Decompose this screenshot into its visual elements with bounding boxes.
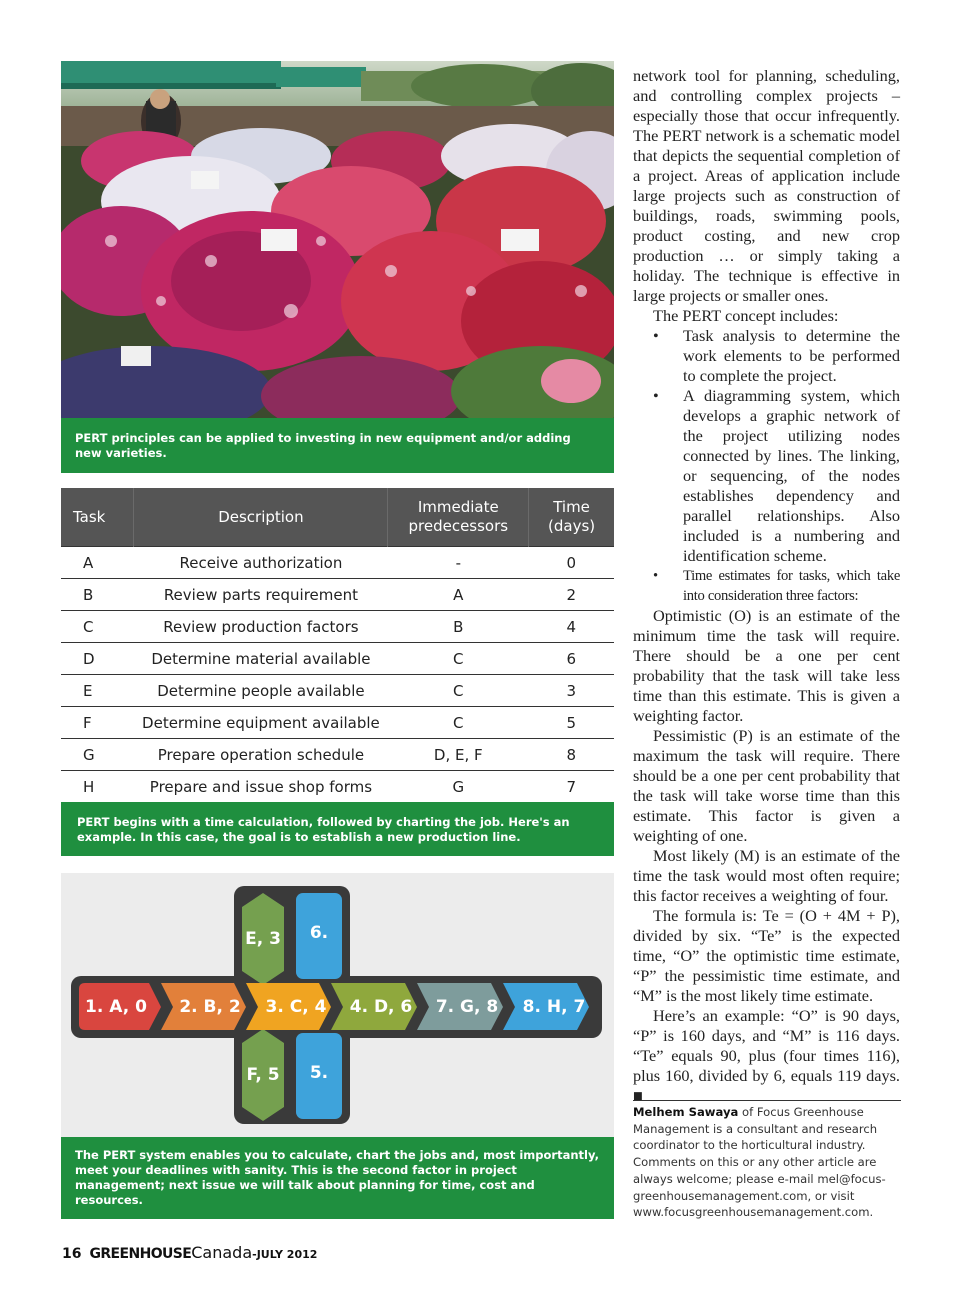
table-cell: D, E, F xyxy=(388,739,529,771)
table-cell: D xyxy=(61,643,134,675)
magazine-name-canada: Canada xyxy=(191,1243,253,1262)
table-cell: G xyxy=(61,739,134,771)
list-item: • Time estimates for tasks, which take into consideration three factors: xyxy=(633,566,900,606)
article-paragraph: Most likely (M) is an estimate of the time the task would most often require; this factor receives a weighting of four. xyxy=(633,846,900,905)
table-cell: B xyxy=(61,579,134,611)
issue-date: -JULY 2012 xyxy=(252,1248,318,1261)
table-cell: 3 xyxy=(529,675,614,707)
node-4-label: 4. D, 6 xyxy=(349,997,413,1017)
table-cell: Determine material available xyxy=(134,643,388,675)
header-time: Time (days) xyxy=(529,488,614,547)
node-f5-label: F, 5 xyxy=(246,1065,280,1085)
flower-photo-illustration xyxy=(61,61,614,418)
author-name: Melhem Sawaya xyxy=(633,1105,739,1119)
table-cell: C xyxy=(388,707,529,739)
table-cell: 5 xyxy=(529,707,614,739)
table-cell: Review parts requirement xyxy=(134,579,388,611)
table-row xyxy=(61,579,614,611)
article-paragraph: network tool for planning, scheduling, and controlling complex projects – especially those that occur infrequently. The PERT network is a schematic model that depicts the sequential completion of a project. Areas of application include large projects such as construction of buildings, roads, swimming pools, product costing, and new crop production … or simply taking a holiday. The technique is effective in large projects or smaller ones. xyxy=(633,66,900,305)
node-1-label: 1. A, 0 xyxy=(85,997,147,1017)
table-cell: 6 xyxy=(529,643,614,675)
node-8-label: 8. H, 7 xyxy=(522,997,586,1017)
table-cell: C xyxy=(61,611,134,643)
table-cell: B xyxy=(388,611,529,643)
page-number: 16 xyxy=(62,1246,82,1262)
table-row xyxy=(61,707,614,739)
end-mark: ■ xyxy=(633,1086,643,1105)
table-cell: - xyxy=(388,547,529,579)
table-cell: 0 xyxy=(529,547,614,579)
author-bio-text: of Focus Greenhouse Management is a consultant and research coordinator to the horticultural industry. Comments on this or any other article are always welcome; please e-mail mel@focus-greenhousemanagement.com, or visit www.focusgreenhousemanagement.com. xyxy=(633,1105,886,1220)
table-cell: Determine equipment available xyxy=(134,707,388,739)
table-cell: A xyxy=(61,547,134,579)
table-caption: PERT begins with a time calculation, followed by charting the job. Here's an example. In this case, the goal is to establish a new production line. xyxy=(61,802,614,856)
node-6-label: 6. xyxy=(309,923,329,943)
header-task: Task xyxy=(61,488,134,547)
node-e3-label: E, 3 xyxy=(245,929,281,949)
table-row xyxy=(61,611,614,643)
table-cell: 4 xyxy=(529,611,614,643)
node-5-label: 5. xyxy=(309,1063,329,1083)
table-cell: Review production factors xyxy=(134,611,388,643)
pert-task-table xyxy=(61,488,614,802)
table-cell: A xyxy=(388,579,529,611)
table-row xyxy=(61,739,614,771)
article-paragraph: Optimistic (O) is an estimate of the minimum time the task will require. There should be a one per cent probability that the task will take less time than this estimate. This is given a weighting factor. xyxy=(633,606,900,725)
header-description: Description xyxy=(134,488,388,547)
table-cell: H xyxy=(61,771,134,803)
article-paragraph: The formula is: Te = (O + 4M + P), divided by six. “Te” is the expected time, “O” the optimistic time estimate, “P” the pessimistic time estimate, and “M” is the most likely time estimate. xyxy=(633,906,900,1005)
photo-caption: PERT principles can be applied to investing in new equipment and/or adding new varieties. xyxy=(61,418,614,473)
table-row xyxy=(61,643,614,675)
article-paragraph: The PERT concept includes: xyxy=(653,306,839,325)
pert-diagram-svg xyxy=(61,873,614,1137)
pert-concept-list xyxy=(633,326,900,606)
diagram-caption: The PERT system enables you to calculate, chart the jobs and, most importantly, meet your deadlines with sanity. This is the second factor in project management; next issue we will talk about planning for time, cost and resources. xyxy=(61,1137,614,1219)
table-cell: E xyxy=(61,675,134,707)
table-cell: C xyxy=(388,675,529,707)
table-cell: Determine people available xyxy=(134,675,388,707)
article-paragraph: Pessimistic (P) is an estimate of the maximum the task will require. There should be a one per cent probability that the task will take worse time than this estimate. This factor is given a weighting of one. xyxy=(633,726,900,845)
page-footer xyxy=(62,1243,317,1262)
table-header-row xyxy=(61,488,614,547)
table-cell: 2 xyxy=(529,579,614,611)
node-7-label: 7. G, 8 xyxy=(435,997,499,1017)
table-cell: Prepare operation schedule xyxy=(134,739,388,771)
table-cell: C xyxy=(388,643,529,675)
article-column xyxy=(633,66,900,1106)
magazine-name: GREENHOUSE xyxy=(89,1246,192,1262)
table-cell: G xyxy=(388,771,529,803)
table-row xyxy=(61,547,614,579)
table-row xyxy=(61,675,614,707)
article-paragraph: Here’s an example: “O” is 90 days, “P” is 160 days, and “M” is 116 days. “Te” equals 90, plus (four times 116), plus 160, divided by 6, equals 119 days. ■ xyxy=(633,1006,900,1105)
list-item: • Task analysis to determine the work elements to be performed to complete the project. xyxy=(633,326,900,386)
table-cell: 7 xyxy=(529,771,614,803)
greenhouse-photo xyxy=(61,61,614,418)
node-3-label: 3. C, 4 xyxy=(265,997,327,1017)
author-bio xyxy=(633,1100,901,1221)
table-cell: Prepare and issue shop forms xyxy=(134,771,388,803)
pert-network-diagram xyxy=(61,873,614,1137)
list-item: • A diagramming system, which develops a graphic network of the project utilizing nodes connected by lines. The linking, or sequencing, of the nodes establishes dependency and parallel relationships. Also included is a numbering and identification scheme. xyxy=(633,386,900,566)
table-cell: Receive authorization xyxy=(134,547,388,579)
node-2-label: 2. B, 2 xyxy=(179,997,241,1017)
header-predecessors: Immediate predecessors xyxy=(388,488,529,547)
table-cell: 8 xyxy=(529,739,614,771)
table-cell: F xyxy=(61,707,134,739)
table-row xyxy=(61,771,614,803)
